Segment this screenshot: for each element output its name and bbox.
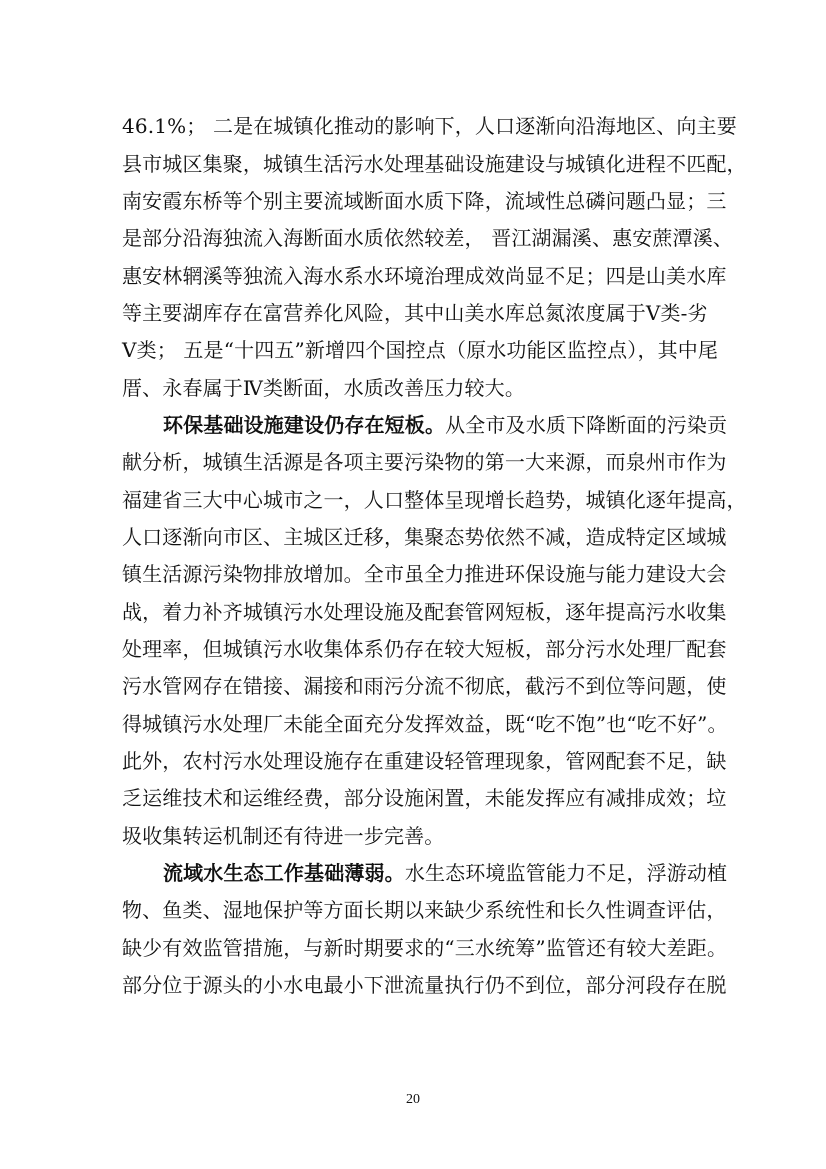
line-text: 部分位于源头的小水电最小下泄流量执行仍不到位，部分河段存在脱 [122,973,727,997]
line-text: 得城镇污水处理厂未能全面充分发挥效益，既“吃不饱”也“吃不好”。 [122,712,728,736]
line-text: 从全市及水质下降断面的污染贡 [445,413,728,437]
line-text: Ⅴ类； 五是“十四五”新增四个国控点（原水功能区监控点），其中尾 [122,338,719,362]
line-text: 献分析，城镇生活源是各项主要污染物的第一大来源，而泉州市作为 [122,450,727,474]
line-text: 战，着力补齐城镇污水处理设施及配套管网短板，逐年提高污水收集 [122,600,727,624]
line-text: 此外，农村污水处理设施存在重建设轻管理现象，管网配套不足，缺 [122,749,727,773]
line-text: 镇生活源污染物排放增加。全市虽全力推进环保设施与能力建设大会 [122,562,727,586]
paragraph-heading: 环保基础设施建设仍存在短板。 [163,413,446,437]
line-text: 处理率，但城镇污水收集体系仍存在较大短板，部分污水处理厂配套 [122,637,727,661]
line-text: 等主要湖库存在富营养化风险，其中山美水库总氮浓度属于Ⅴ类-劣 [122,301,708,325]
line-text: 缺少有效监管措施，与新时期要求的“三水统筹”监管还有较大差距。 [122,936,728,960]
line-text: 物、鱼类、湿地保护等方面长期以来缺少系统性和长久性调查评估， [122,898,727,922]
line-text: 污水管网存在错接、漏接和雨污分流不彻底，截污不到位等问题，使 [122,674,727,698]
line-text [163,861,728,885]
line-text: 圾收集转运机制还有待进一步完善。 [122,824,445,848]
line-text [163,413,728,437]
line-text: 人口逐渐向市区、主城区迁移，集聚态势依然不减，造成特定区域城 [122,525,727,549]
line-text: 福建省三大中心城市之一，人口整体呈现增长趋势，城镇化逐年提高， [122,488,747,512]
line-text: 46.1%； 二是在城镇化推动的影响下，人口逐渐向沿海地区、向主要 [122,114,737,138]
line-text: 惠安林辋溪等独流入海水系水环境治理成效尚显不足；四是山美水库 [122,264,727,288]
paragraph-heading: 流域水生态工作基础薄弱。 [163,861,405,885]
page-number: 20 [406,1092,420,1107]
line-text: 厝、永春属于Ⅳ类断面，水质改善压力较大。 [122,376,525,400]
line-text: 是部分沿海独流入海断面水质依然较差， 晋江湖漏溪、惠安蔗潭溪、 [122,226,734,250]
line-text: 乏运维技术和运维经费，部分设施闲置，未能发挥应有减排成效；垃 [122,786,727,810]
line-text: 南安霞东桥等个别主要流域断面水质下降，流域性总磷问题凸显；三 [122,189,727,213]
line-text: 水生态环境监管能力不足，浮游动植 [404,861,728,885]
line-text: 县市城区集聚，城镇生活污水处理基础设施建设与城镇化进程不匹配， [122,152,747,176]
